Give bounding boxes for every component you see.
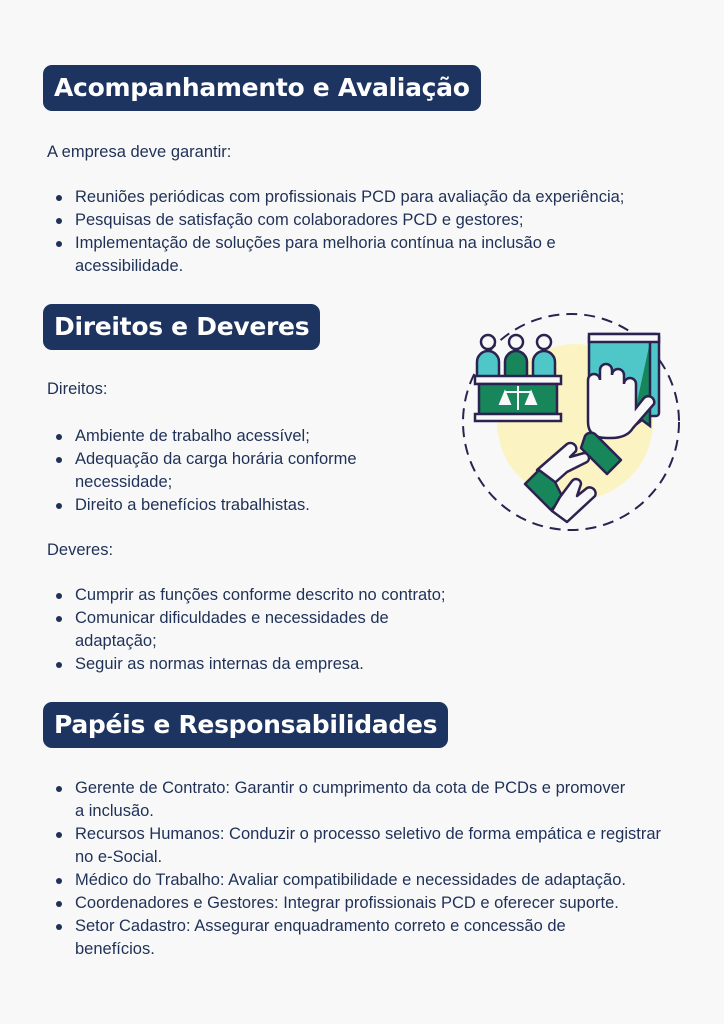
list-item: Setor Cadastro: Assegurar enquadramento correto e concessão de benefícios. xyxy=(75,915,650,961)
duties-label: Deveres: xyxy=(47,541,114,559)
section-title-acompanhamento: Acompanhamento e Avaliação xyxy=(43,65,481,111)
list-item: Ambiente de trabalho acessível; xyxy=(75,425,425,448)
list-item: Médico do Trabalho: Avaliar compatibilidade e necessidades de adaptação. xyxy=(75,869,630,892)
duties-list xyxy=(47,584,515,676)
rights-list xyxy=(47,425,425,517)
rights-label: Direitos: xyxy=(47,380,108,398)
list-item: Direito a benefícios trabalhistas. xyxy=(75,494,425,517)
list-item: Reuniões periódicas com profissionais PCD para avaliação da experiência; xyxy=(75,186,724,209)
acompanhamento-intro: A empresa deve garantir: xyxy=(47,143,232,161)
list-item: Pesquisas de satisfação com colaboradores PCD e gestores; xyxy=(75,209,724,232)
papeis-list xyxy=(47,777,687,961)
section-title-direitos: Direitos e Deveres xyxy=(43,304,320,350)
list-item: Cumprir as funções conforme descrito no contrato; xyxy=(75,584,515,607)
acompanhamento-list xyxy=(47,186,724,278)
list-item: Recursos Humanos: Conduzir o processo seletivo de forma empática e registrar no e-Social. xyxy=(75,823,675,869)
list-item: Adequação da carga horária conforme necessidade; xyxy=(75,448,425,494)
section-title-papeis: Papéis e Responsabilidades xyxy=(43,702,448,748)
justice-hands-icon xyxy=(455,300,687,545)
list-item: Coordenadores e Gestores: Integrar profissionais PCD e oferecer suporte. xyxy=(75,892,715,915)
list-item: Gerente de Contrato: Garantir o cumprimento da cota de PCDs e promover a inclusão. xyxy=(75,777,630,823)
list-item: Comunicar dificuldades e necessidades de adaptação; xyxy=(75,607,445,653)
list-item: Implementação de soluções para melhoria contínua na inclusão e acessibilidade. xyxy=(75,232,645,278)
list-item: Seguir as normas internas da empresa. xyxy=(75,653,515,676)
